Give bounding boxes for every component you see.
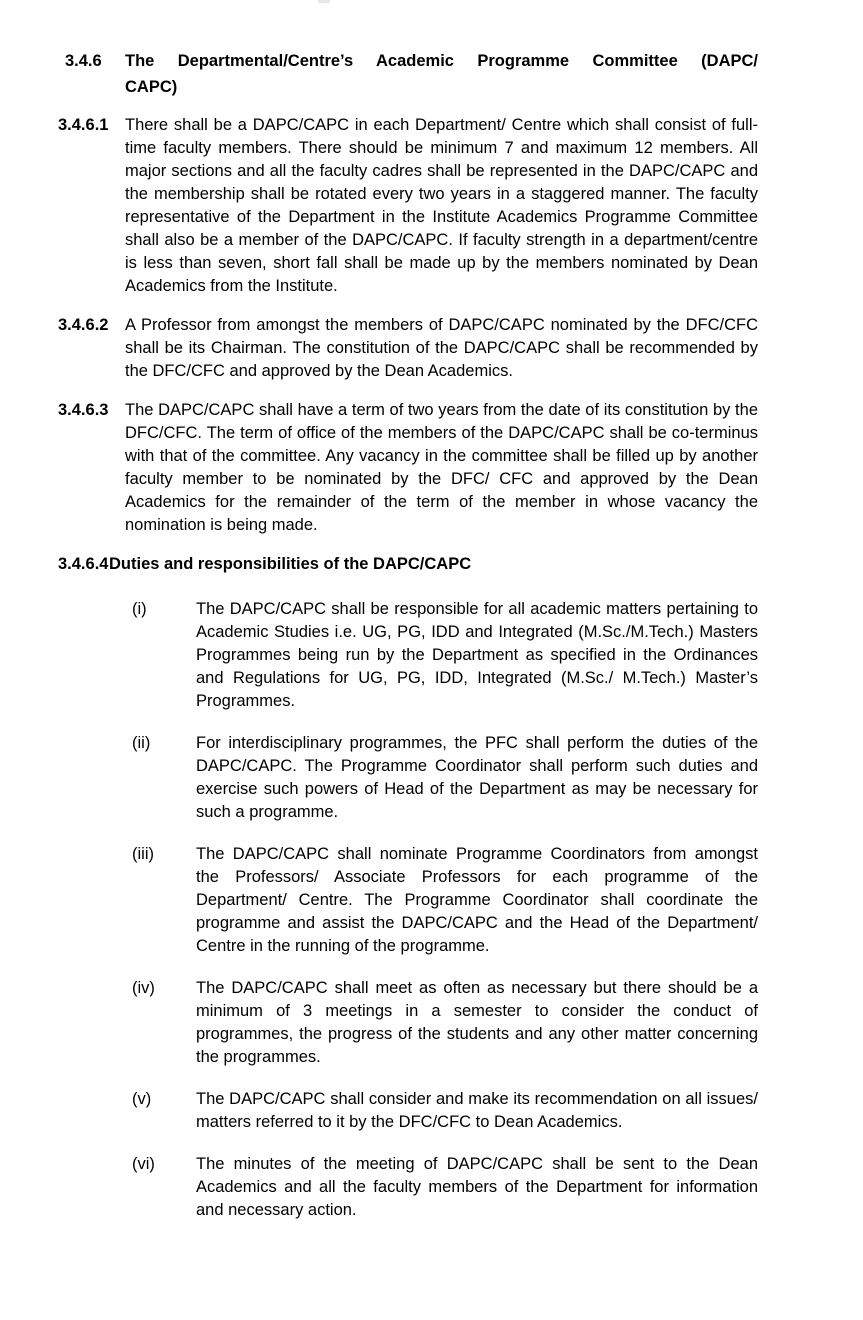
section-heading-line2: CAPC) bbox=[125, 78, 178, 96]
duty-item-i bbox=[125, 598, 758, 713]
page-header-artifact bbox=[318, 0, 330, 3]
duty-item-iv bbox=[125, 977, 758, 1069]
subheading-3-4-6-4 bbox=[58, 553, 758, 576]
subheading-number: 3.4.6.4 bbox=[58, 555, 109, 573]
page-content bbox=[58, 48, 758, 1241]
clause-number: 3.4.6.3 bbox=[58, 401, 109, 419]
clause-3-4-6-2 bbox=[58, 314, 758, 383]
subheading-text: Duties and responsibilities of the DAPC/CAPC bbox=[109, 555, 472, 573]
duty-item-iii bbox=[125, 843, 758, 958]
duty-label: (ii) bbox=[132, 734, 151, 752]
duty-item-vi bbox=[125, 1153, 758, 1222]
duty-label: (iii) bbox=[132, 845, 154, 863]
duty-text: The DAPC/CAPC shall consider and make its recommendation on all issues/ matters referred to it by the DFC/CFC to Dean Academics. bbox=[196, 1090, 758, 1131]
section-heading-3-4-6 bbox=[65, 48, 758, 100]
clause-number: 3.4.6.2 bbox=[58, 316, 109, 334]
duty-label: (i) bbox=[132, 600, 147, 618]
duty-text: For interdisciplinary programmes, the PFC shall perform the duties of the DAPC/CAPC. The Programme Coordinator shall perform such duties and exercise such powers of Head of the Department as may be necessary for such a programme. bbox=[196, 734, 758, 821]
clause-number: 3.4.6.1 bbox=[58, 116, 109, 134]
duty-label: (iv) bbox=[132, 979, 155, 997]
duty-text: The DAPC/CAPC shall meet as often as necessary but there should be a minimum of 3 meetings in a semester to consider the conduct of programmes, the progress of the students and any other matter concerning the programmes. bbox=[196, 979, 758, 1066]
clause-3-4-6-3 bbox=[58, 399, 758, 537]
clause-3-4-6-1 bbox=[58, 114, 758, 298]
duty-item-ii bbox=[125, 732, 758, 824]
duty-text: The DAPC/CAPC shall be responsible for all academic matters pertaining to Academic Studies i.e. UG, PG, IDD and Integrated (M.Sc./M.Tech.) Masters Programmes being run by the Department as specified in the Ordinances and Regulations for UG, PG, IDD, Integrated (M.Sc./ M.Tech.) Master’s Programmes. bbox=[196, 600, 758, 710]
clause-text: There shall be a DAPC/CAPC in each Department/ Centre which shall consist of full-time faculty members. There should be minimum 7 and maximum 12 members. All major sections and all the faculty cadres shall be represented in the DAPC/CAPC and the membership shall be rotated every two years in a staggered manner. The faculty representative of the Department in the Institute Academics Programme Committee shall also be a member of the DAPC/CAPC. If faculty strength in a department/centre is less than seven, short fall shall be made up by the members nominated by Dean Academics from the Institute. bbox=[125, 116, 758, 295]
section-heading-line1: The Departmental/Centre’s Academic Programme Committee (DAPC/ bbox=[125, 52, 758, 70]
duty-item-v bbox=[125, 1088, 758, 1134]
duty-label: (v) bbox=[132, 1090, 152, 1108]
clause-text: The DAPC/CAPC shall have a term of two years from the date of its constitution by the DFC/CFC. The term of office of the members of the DAPC/CAPC shall be co-terminus with that of the committee. Any vacancy in the committee shall be filled up by another faculty member to be nominated by the DFC/ CFC and approved by the Dean Academics for the remainder of the term of the member in whose vacancy the nomination is being made. bbox=[125, 401, 758, 534]
duty-text: The DAPC/CAPC shall nominate Programme Coordinators from amongst the Professors/ Associate Professors for each programme of the Department/ Centre. The Programme Coordinator shall coordinate the programme and assist the DAPC/CAPC and the Head of the Department/ Centre in the running of the programme. bbox=[196, 845, 758, 955]
section-heading-number: 3.4.6 bbox=[65, 52, 102, 70]
clause-text: A Professor from amongst the members of DAPC/CAPC nominated by the DFC/CFC shall be its Chairman. The constitution of the DAPC/CAPC shall be recommended by the DFC/CFC and approved by the Dean Academics. bbox=[125, 316, 758, 380]
duty-text: The minutes of the meeting of DAPC/CAPC shall be sent to the Dean Academics and all the faculty members of the Department for information and necessary action. bbox=[196, 1155, 758, 1219]
duty-label: (vi) bbox=[132, 1155, 155, 1173]
